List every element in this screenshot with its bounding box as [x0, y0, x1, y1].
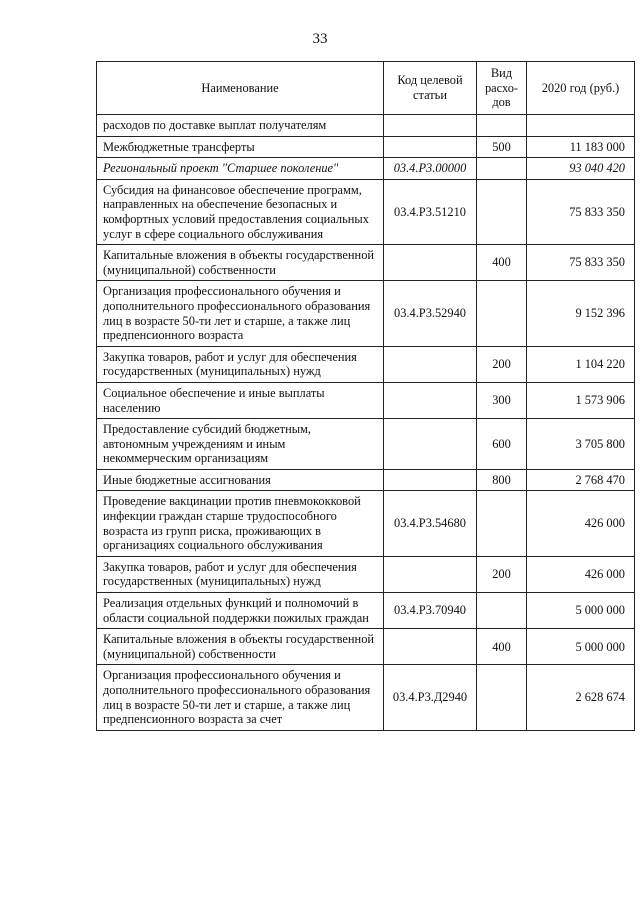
name-cell: Капитальные вложения в объекты государственной (муниципальной) собственности	[97, 245, 384, 281]
expense-kind-cell: 400	[477, 629, 527, 665]
table-row	[97, 556, 635, 592]
table-row	[97, 136, 635, 158]
expense-kind-cell	[477, 665, 527, 730]
amount-cell: 5 000 000	[527, 593, 635, 629]
expense-kind-cell: 200	[477, 556, 527, 592]
code-cell: 03.4.P3.54680	[384, 491, 477, 556]
name-cell: Организация профессионального обучения и дополнительного профессионального образования лиц в возрасте 50-ти лет и старше, а также лиц предпенсионного возраста за счет	[97, 665, 384, 730]
amount-cell: 3 705 800	[527, 419, 635, 470]
expense-kind-cell	[477, 115, 527, 137]
name-cell: Субсидия на финансовое обеспечение программ, направленных на обеспечение безопасных и комфортных условий предоставления социальных услуг в сфере социального обслуживания	[97, 179, 384, 244]
amount-cell: 426 000	[527, 556, 635, 592]
code-cell	[384, 419, 477, 470]
expense-kind-cell: 400	[477, 245, 527, 281]
code-cell	[384, 382, 477, 418]
expense-kind-cell	[477, 281, 527, 346]
amount-cell: 75 833 350	[527, 179, 635, 244]
name-cell: Проведение вакцинации против пневмококковой инфекции граждан старше трудоспособного возраста из групп риска, проживающих в организациях социального обслуживания	[97, 491, 384, 556]
amount-cell: 11 183 000	[527, 136, 635, 158]
code-cell	[384, 629, 477, 665]
code-cell	[384, 346, 477, 382]
table-row	[97, 281, 635, 346]
header-code: Код целевой статьи	[384, 62, 477, 115]
header-name: Наименование	[97, 62, 384, 115]
expense-kind-cell: 300	[477, 382, 527, 418]
amount-cell: 1 573 906	[527, 382, 635, 418]
code-cell: 03.4.P3.Д2940	[384, 665, 477, 730]
expense-kind-cell	[477, 593, 527, 629]
header-kind: Вид расхо-дов	[477, 62, 527, 115]
name-cell: Предоставление субсидий бюджетным, автономным учреждениям и иным некоммерческим организациям	[97, 419, 384, 470]
table-row	[97, 665, 635, 730]
code-cell	[384, 469, 477, 491]
amount-cell: 2 768 470	[527, 469, 635, 491]
table-row	[97, 419, 635, 470]
name-cell: Региональный проект "Старшее поколение"	[97, 158, 384, 180]
table-header	[97, 62, 635, 115]
name-cell: Организация профессионального обучения и дополнительного профессионального образования лиц в возрасте 50-ти лет и старше, а также лиц предпенсионного возраста	[97, 281, 384, 346]
header-row	[97, 62, 635, 115]
name-cell: Реализация отдельных функций и полномочий в области социальной поддержки пожилых граждан	[97, 593, 384, 629]
name-cell: Социальное обеспечение и иные выплаты населению	[97, 382, 384, 418]
code-cell	[384, 245, 477, 281]
amount-cell: 9 152 396	[527, 281, 635, 346]
header-amount: 2020 год (руб.)	[527, 62, 635, 115]
code-cell	[384, 115, 477, 137]
page-number: 33	[312, 31, 328, 47]
amount-cell: 426 000	[527, 491, 635, 556]
table-row	[97, 115, 635, 137]
name-cell: расходов по доставке выплат получателям	[97, 115, 384, 137]
code-cell: 03.4.P3.51210	[384, 179, 477, 244]
name-cell: Закупка товаров, работ и услуг для обеспечения государственных (муниципальных) нужд	[97, 346, 384, 382]
code-cell: 03.4.P3.52940	[384, 281, 477, 346]
amount-cell	[527, 115, 635, 137]
code-cell	[384, 556, 477, 592]
amount-cell: 5 000 000	[527, 629, 635, 665]
name-cell: Капитальные вложения в объекты государственной (муниципальной) собственности	[97, 629, 384, 665]
amount-cell: 93 040 420	[527, 158, 635, 180]
table-row	[97, 245, 635, 281]
budget-table	[96, 61, 635, 731]
table-row	[97, 629, 635, 665]
expense-kind-cell	[477, 491, 527, 556]
amount-cell: 1 104 220	[527, 346, 635, 382]
expense-kind-cell	[477, 179, 527, 244]
table-row	[97, 469, 635, 491]
table-row	[97, 158, 635, 180]
amount-cell: 75 833 350	[527, 245, 635, 281]
name-cell: Закупка товаров, работ и услуг для обеспечения государственных (муниципальных) нужд	[97, 556, 384, 592]
amount-cell: 2 628 674	[527, 665, 635, 730]
code-cell: 03.4.P3.00000	[384, 158, 477, 180]
expense-kind-cell: 200	[477, 346, 527, 382]
table-row	[97, 593, 635, 629]
table-row	[97, 346, 635, 382]
expense-kind-cell: 500	[477, 136, 527, 158]
expense-kind-cell	[477, 158, 527, 180]
name-cell: Межбюджетные трансферты	[97, 136, 384, 158]
table-row	[97, 491, 635, 556]
code-cell	[384, 136, 477, 158]
table-row	[97, 179, 635, 244]
table-body	[97, 115, 635, 731]
expense-kind-cell: 600	[477, 419, 527, 470]
table-row	[97, 382, 635, 418]
code-cell: 03.4.P3.70940	[384, 593, 477, 629]
expense-kind-cell: 800	[477, 469, 527, 491]
name-cell: Иные бюджетные ассигнования	[97, 469, 384, 491]
